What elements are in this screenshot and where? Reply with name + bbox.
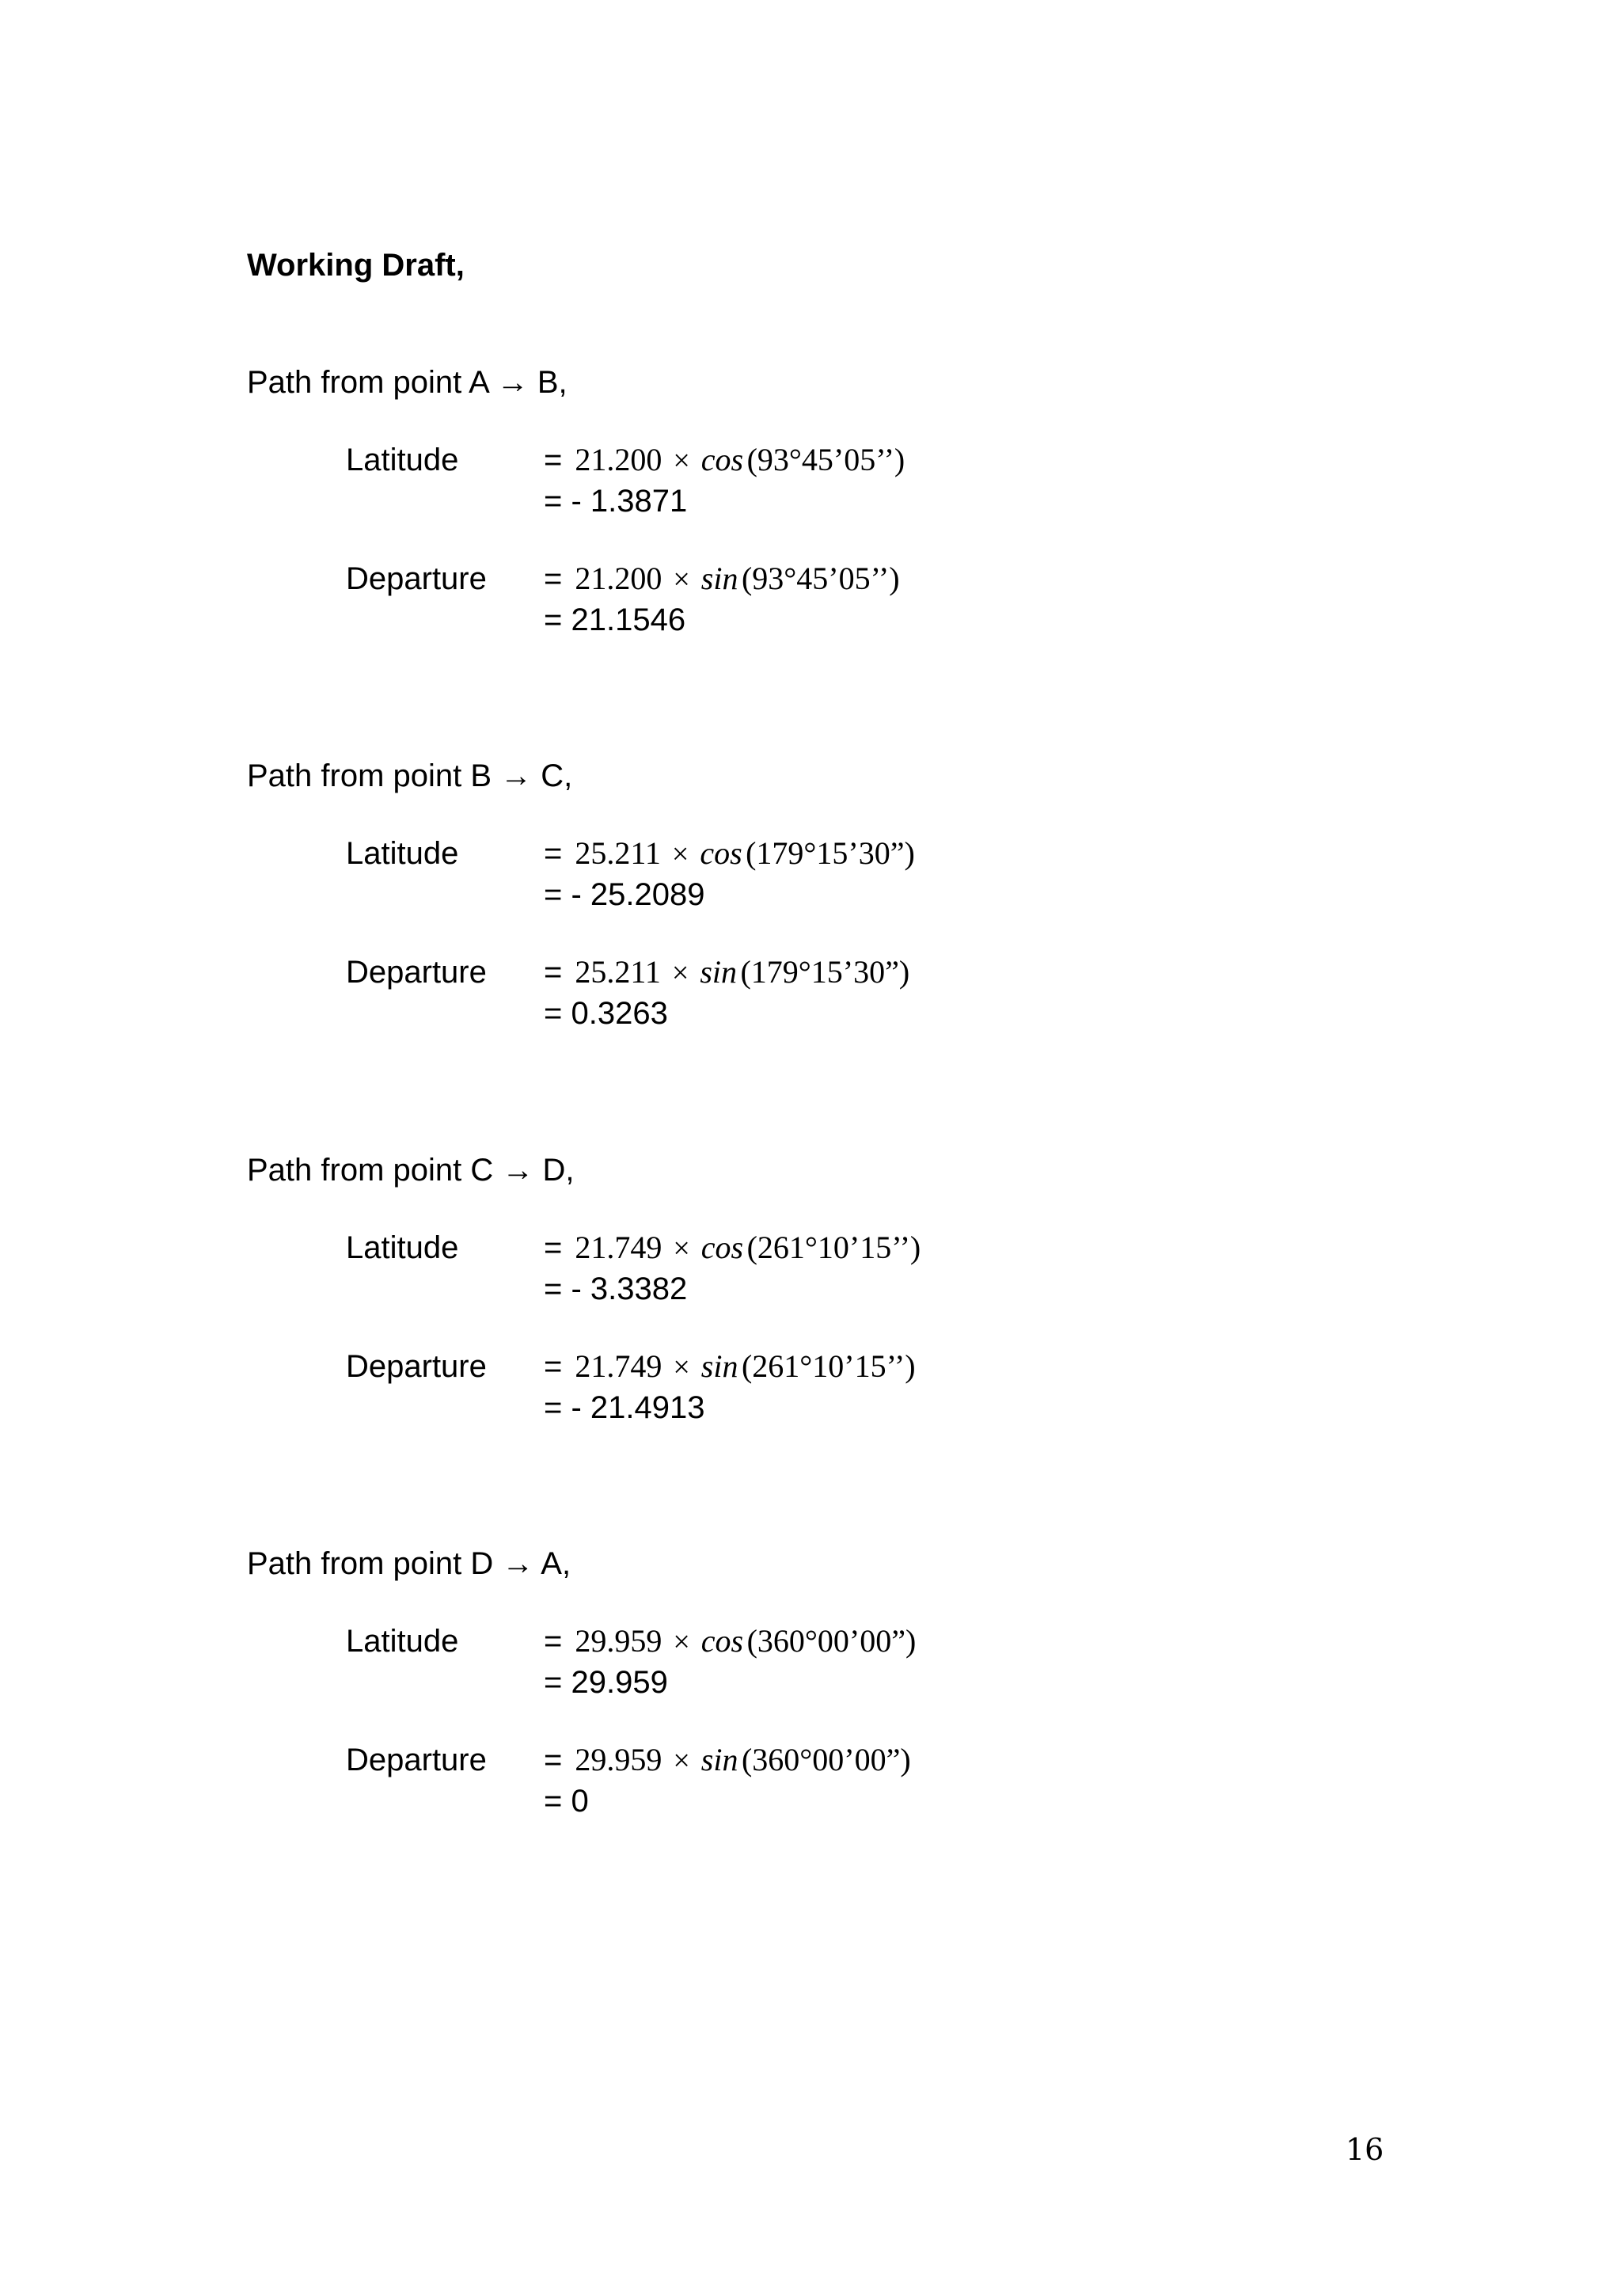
distance-value: 25.211 xyxy=(575,835,661,871)
distance-value: 29.959 xyxy=(575,1742,662,1777)
trig-function: cos xyxy=(700,835,742,871)
section-path-a-b xyxy=(247,363,1434,640)
calculation-rows xyxy=(346,1621,1434,1821)
page-heading: Working Draft, xyxy=(247,248,465,283)
formula xyxy=(544,952,909,999)
times-sign: × xyxy=(673,1351,690,1384)
bearing-angle: (261°10’15’’) xyxy=(746,1230,921,1265)
row-label: Departure xyxy=(346,1743,487,1777)
trig-function: cos xyxy=(700,1623,744,1659)
distance-value: 21.200 xyxy=(575,561,662,596)
distance-value: 21.749 xyxy=(575,1348,662,1384)
times-sign: × xyxy=(671,838,689,871)
times-sign: × xyxy=(671,956,689,990)
result-value: = - 1.3871 xyxy=(544,484,688,519)
latitude-calculation xyxy=(346,1621,1434,1702)
row-label: Latitude xyxy=(346,443,459,477)
bearing-angle: (261°10’15’’) xyxy=(741,1348,916,1384)
path-title: Path from point B → C, xyxy=(247,758,573,793)
equals-sign: = xyxy=(544,561,563,596)
times-sign: × xyxy=(673,1744,690,1777)
section-path-c-d xyxy=(247,1150,1434,1427)
latitude-calculation xyxy=(346,1228,1434,1309)
departure-calculation xyxy=(346,952,1434,1033)
latitude-calculation xyxy=(346,834,1434,914)
bearing-angle: (93°45’05’’) xyxy=(746,442,905,477)
result-value: = - 21.4913 xyxy=(544,1390,705,1425)
path-title: Path from point D → A, xyxy=(247,1546,571,1581)
equals-sign: = xyxy=(544,955,563,990)
trig-function: sin xyxy=(700,954,737,990)
bearing-angle: (360°00’00”) xyxy=(746,1623,917,1659)
times-sign: × xyxy=(673,1232,690,1265)
trig-function: sin xyxy=(700,561,738,596)
distance-value: 29.959 xyxy=(575,1623,662,1659)
calculation-rows xyxy=(346,440,1434,640)
row-label: Latitude xyxy=(346,836,459,871)
formula xyxy=(544,559,900,606)
equals-sign: = xyxy=(544,1230,563,1265)
times-sign: × xyxy=(673,1625,690,1659)
distance-value: 25.211 xyxy=(575,954,661,990)
section-path-b-c xyxy=(247,756,1434,1033)
equals-sign: = xyxy=(544,443,563,477)
bearing-angle: (179°15’30”) xyxy=(746,835,915,871)
result-value: = 0 xyxy=(544,1784,589,1819)
formula xyxy=(544,834,915,880)
formula xyxy=(544,1347,916,1393)
path-title: Path from point A → B, xyxy=(247,365,568,400)
formula xyxy=(544,440,905,487)
calculation-rows xyxy=(346,1228,1434,1427)
result-value: = 0.3263 xyxy=(544,996,668,1031)
result-value: = - 3.3382 xyxy=(544,1272,688,1306)
equals-sign: = xyxy=(544,1624,563,1659)
times-sign: × xyxy=(673,444,690,477)
times-sign: × xyxy=(673,563,690,596)
trig-function: sin xyxy=(700,1742,738,1777)
calculation-rows xyxy=(346,834,1434,1033)
latitude-calculation xyxy=(346,440,1434,521)
page-number: 16 xyxy=(1346,2132,1384,2167)
row-label: Departure xyxy=(346,1349,487,1384)
trig-function: cos xyxy=(700,442,744,477)
row-label: Latitude xyxy=(346,1624,459,1659)
result-value: = 21.1546 xyxy=(544,603,686,637)
equals-sign: = xyxy=(544,1349,563,1384)
trig-function: cos xyxy=(700,1230,744,1265)
departure-calculation xyxy=(346,1347,1434,1427)
equals-sign: = xyxy=(544,1743,563,1777)
result-value: = 29.959 xyxy=(544,1665,668,1700)
row-label: Departure xyxy=(346,955,487,990)
bearing-angle: (93°45’05’’) xyxy=(741,561,900,596)
trig-function: sin xyxy=(700,1348,738,1384)
equals-sign: = xyxy=(544,836,563,871)
departure-calculation xyxy=(346,1740,1434,1821)
section-path-d-a xyxy=(247,1544,1434,1821)
row-label: Departure xyxy=(346,561,487,596)
row-label: Latitude xyxy=(346,1230,459,1265)
formula xyxy=(544,1740,911,1787)
path-title: Path from point C → D, xyxy=(247,1153,575,1188)
formula xyxy=(544,1228,921,1275)
distance-value: 21.200 xyxy=(575,442,662,477)
departure-calculation xyxy=(346,559,1434,640)
result-value: = - 25.2089 xyxy=(544,877,705,912)
formula xyxy=(544,1621,916,1668)
bearing-angle: (360°00’00”) xyxy=(741,1742,911,1777)
distance-value: 21.749 xyxy=(575,1230,662,1265)
bearing-angle: (179°15’30”) xyxy=(740,954,910,990)
